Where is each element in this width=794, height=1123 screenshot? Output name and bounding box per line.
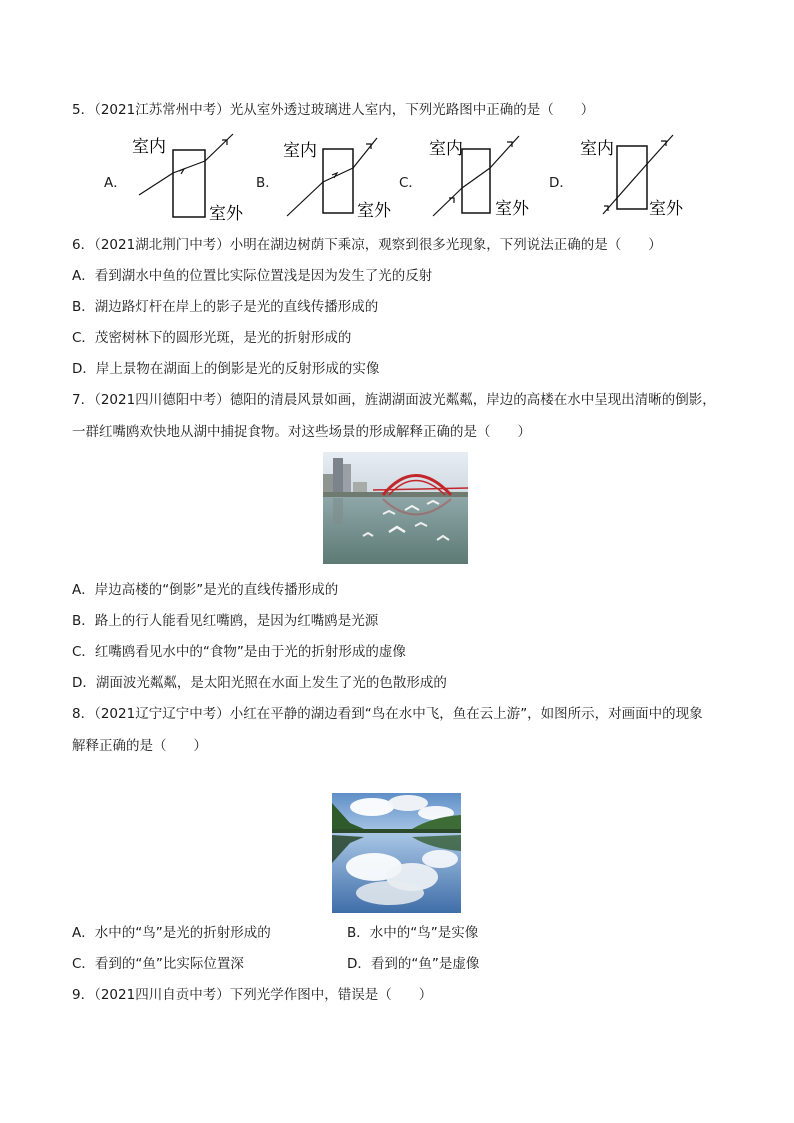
- q5-b-inside-label: 室内: [283, 141, 317, 161]
- q6-option-c: C．茂密树林下的圆形光斑，是光的折射形成的: [72, 330, 352, 346]
- q5-d-glass: [617, 146, 647, 209]
- q9-stem: 9．（2021四川自贡中考）下列光学作图中，错误是（ ）: [72, 987, 433, 1003]
- q5-d-inside-label: 室内: [580, 139, 614, 159]
- q5-diagram-a: [125, 128, 265, 223]
- q8-option-c: C．看到的“鱼”比实际位置深: [72, 956, 244, 972]
- q7-lake-photo: [323, 452, 468, 564]
- q5-b-glass: [323, 149, 353, 213]
- q5-option-a-label: A．: [104, 175, 127, 191]
- q5-c-outside-label: 室外: [495, 199, 529, 219]
- q5-diagram-c: [425, 132, 545, 224]
- q8-option-d: D．看到的“鱼”是虚像: [347, 956, 480, 972]
- q7-option-c: C．红嘴鸥看见水中的“食物”是由于光的折射形成的虚像: [72, 644, 406, 660]
- q7-option-d: D．湖面波光粼粼，是太阳光照在水面上发生了光的色散形成的: [72, 675, 447, 691]
- q6-option-d: D．岸上景物在湖面上的倒影是光的反射形成的实像: [72, 361, 380, 377]
- q7-stem-line1: 7．（2021四川德阳中考）德阳的清晨风景如画，旌湖湖面波光粼粼，岸边的高楼在水中呈现出清晰的倒影，: [72, 392, 716, 408]
- q5-diagram-b: [277, 132, 407, 224]
- q5-d-outside-label: 室外: [649, 199, 683, 219]
- q5-a-glass: [173, 150, 205, 217]
- q5-c-glass: [462, 149, 490, 213]
- q7-option-a: A．岸边高楼的“倒影”是光的直线传播形成的: [72, 582, 339, 598]
- q7-option-b: B．路上的行人能看见红嘴鸥，是因为红嘴鸥是光源: [72, 613, 379, 629]
- q6-option-a: A．看到湖水中鱼的位置比实际位置浅是因为发生了光的反射: [72, 268, 433, 284]
- q8-stem-line1: 8．（2021辽宁辽宁中考）小红在平静的湖边看到“鸟在水中飞，鱼在云上游”，如图所示，对画面中的现象: [72, 706, 703, 722]
- q8-reflection-photo: [332, 793, 461, 913]
- q8-stem-line2: 解释正确的是（ ）: [72, 738, 207, 754]
- q6-option-b: B．湖边路灯杆在岸上的影子是光的直线传播形成的: [72, 299, 379, 315]
- q5-stem: 5．（2021江苏常州中考）光从室外透过玻璃进人室内，下列光路图中正确的是（ ）: [72, 102, 595, 118]
- q5-a-inside-label: 室内: [132, 137, 166, 157]
- q5-option-b-label: B．: [256, 175, 279, 191]
- q6-stem: 6．（2021湖北荆门中考）小明在湖边树荫下乘凉，观察到很多光现象，下列说法正确的是（ ）: [72, 237, 662, 253]
- q5-option-c-label: C．: [399, 175, 422, 191]
- tower-building: [333, 458, 343, 494]
- q5-b-outside-label: 室外: [357, 201, 391, 221]
- q8-option-b: B．水中的“鸟”是实像: [347, 925, 479, 941]
- q7-stem-line2: 一群红嘴鸥欢快地从湖中捕捉食物。对这些场景的形成解释正确的是（ ）: [72, 424, 531, 440]
- q8-option-a: A．水中的“鸟”是光的折射形成的: [72, 925, 271, 941]
- q5-diagram-d: [577, 132, 717, 224]
- q5-c-inside-label: 室内: [429, 139, 463, 159]
- q5-option-d-label: D．: [549, 175, 573, 191]
- q5-a-outside-label: 室外: [209, 204, 243, 223]
